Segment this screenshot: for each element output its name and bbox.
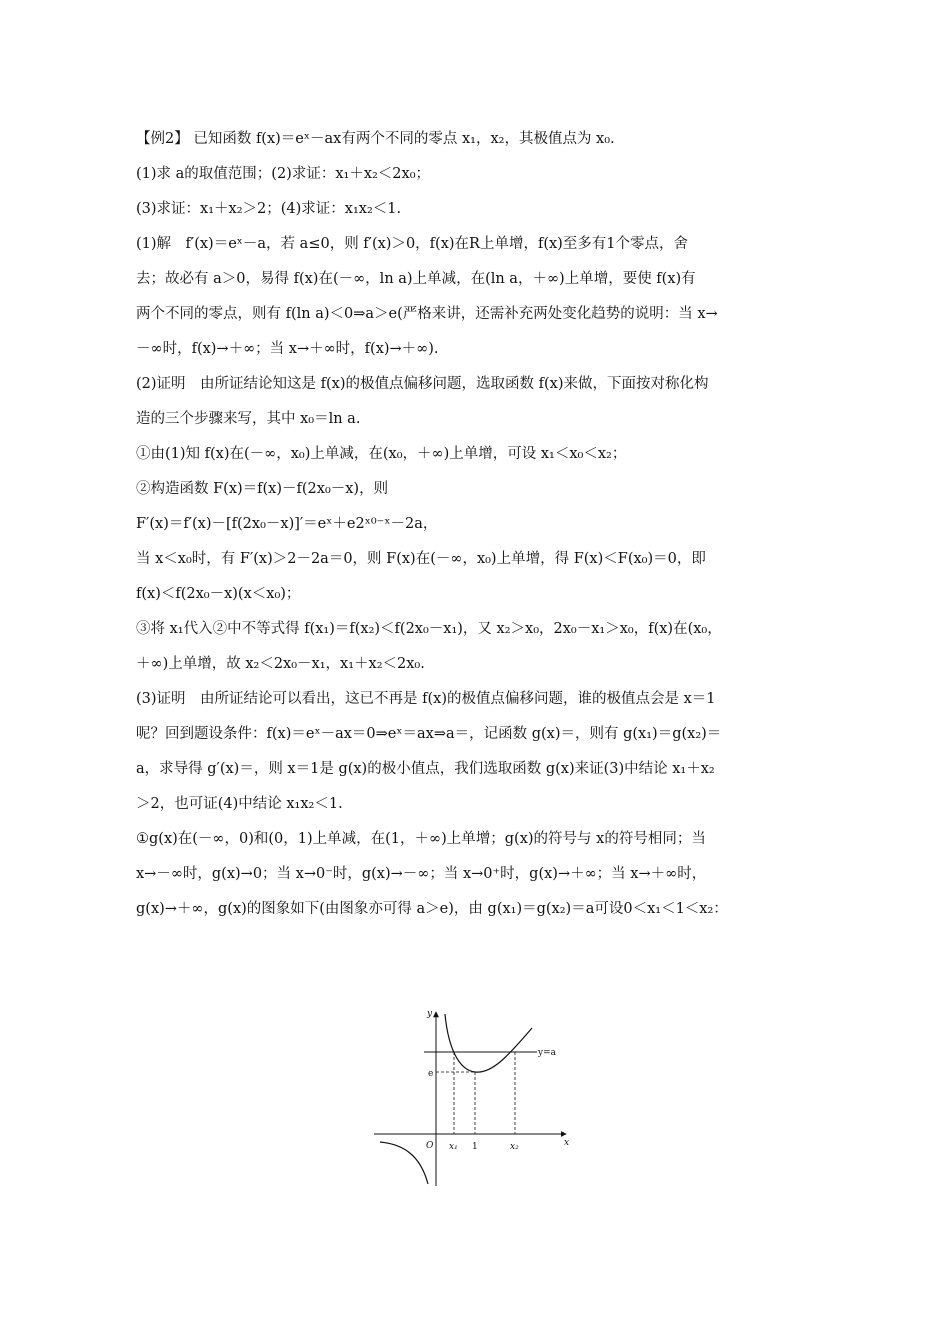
- x2-label: x₂: [510, 1142, 519, 1152]
- proof-2-step-1: ①由(1)知 f(x)在(－∞，x₀)上单减，在(x₀，＋∞)上单增，可设 x₁＜x₀＜x₂；: [136, 446, 627, 462]
- proof-3-step-1: ①g(x)在(－∞，0)和(0，1)上单减，在(1，＋∞)上单增；g(x)的符号与 x的符号相同；当: [136, 831, 706, 847]
- e-label: e: [428, 1069, 434, 1079]
- y-axis-label: y: [427, 1009, 433, 1019]
- proof-2-line-6: f(x)＜f(2x₀－x)(x＜x₀)；: [136, 586, 301, 602]
- proof-2-line-1: (2)证明 由所证结论知这是 f(x)的极值点偏移问题，选取函数 f(x)来做，下面按对称化构: [136, 376, 709, 392]
- question-line-1: (1)求 a的取值范围；(2)求证：x₁＋x₂＜2x₀；: [136, 166, 431, 182]
- curve-left-branch: [380, 1142, 428, 1184]
- proof-3-line-7: g(x)→＋∞，g(x)的图象如下(由图象亦可得 a＞e)，由 g(x₁)＝g(x₂)＝a可设0＜x₁＜1＜x₂：: [136, 901, 728, 917]
- proof-3-line-3: a，求导得 g′(x)＝，则 x＝1是 g(x)的极小值点，我们选取函数 g(x)来证(3)中结论 x₁＋x₂: [136, 761, 715, 777]
- line-y-equals-a-label: y=a: [538, 1048, 556, 1058]
- function-graph-figure: [374, 1006, 574, 1191]
- solution-1-line-4: －∞时，f(x)→＋∞；当 x→＋∞时，f(x)→＋∞).: [136, 341, 439, 357]
- example-heading-line: 【例2】 已知函数 f(x)＝eˣ－ax有两个不同的零点 x₁，x₂，其极值点为 x₀.: [136, 131, 615, 147]
- proof-2-step-2: ②构造函数 F(x)＝f(x)－f(2x₀－x)，则: [136, 481, 389, 497]
- proof-2-line-8: ＋∞)上单增，故 x₂＜2x₀－x₁，x₁＋x₂＜2x₀.: [136, 656, 425, 672]
- function-graph-svg: [374, 1006, 574, 1191]
- one-label: 1: [472, 1142, 478, 1152]
- proof-3-line-6: x→－∞时，g(x)→0；当 x→0⁻时，g(x)→－∞；当 x→0⁺时，g(x)→＋∞；当 x→＋∞时，: [136, 866, 707, 882]
- proof-2-step-3: ③将 x₁代入②中不等式得 f(x₁)＝f(x₂)＜f(2x₀－x₁)，又 x₂＞x₀，2x₀－x₁＞x₀，f(x)在(x₀，: [136, 621, 722, 637]
- x-axis-label: x: [564, 1138, 570, 1148]
- proof-2-derivative: F′(x)＝f′(x)－[f(2x₀－x)]′＝eˣ＋e2ˣ⁰⁻ˣ－2a，: [136, 516, 438, 532]
- solution-1-line-2: 去；故必有 a＞0，易得 f(x)在(－∞，ln a)上单减，在(ln a，＋∞)上单增，要使 f(x)有: [136, 271, 696, 287]
- proof-2-line-5: 当 x＜x₀时，有 F′(x)＞2－2a＝0，则 F(x)在(－∞，x₀)上单增，得 F(x)＜F(x₀)＝0，即: [136, 551, 706, 567]
- solution-1-line-1: (1)解 f′(x)＝eˣ－a，若 a≤0，则 f′(x)＞0，f(x)在R上单增，f(x)至多有1个零点，舍: [136, 236, 689, 252]
- origin-label: O: [426, 1141, 434, 1151]
- curve-right-branch: [445, 1014, 532, 1072]
- proof-3-line-2: 呢？回到题设条件：f(x)＝eˣ－ax＝0⇒eˣ＝ax⇒a＝，记函数 g(x)＝，则有 g(x₁)＝g(x₂)＝: [136, 726, 722, 742]
- question-line-2: (3)求证：x₁＋x₂＞2；(4)求证：x₁x₂＜1.: [136, 201, 402, 217]
- proof-3-line-1: (3)证明 由所证结论可以看出，这已不再是 f(x)的极值点偏移问题，谁的极值点会是 x＝1: [136, 691, 716, 707]
- proof-2-line-2: 造的三个步骤来写，其中 x₀＝ln a.: [136, 411, 361, 427]
- solution-1-line-3: 两个不同的零点，则有 f(ln a)＜0⇒a＞e(严格来讲，还需补充两处变化趋势的说明：当 x→: [136, 306, 718, 322]
- x1-label: x₁: [449, 1142, 458, 1152]
- proof-3-line-4: ＞2，也可证(4)中结论 x₁x₂＜1.: [136, 796, 343, 812]
